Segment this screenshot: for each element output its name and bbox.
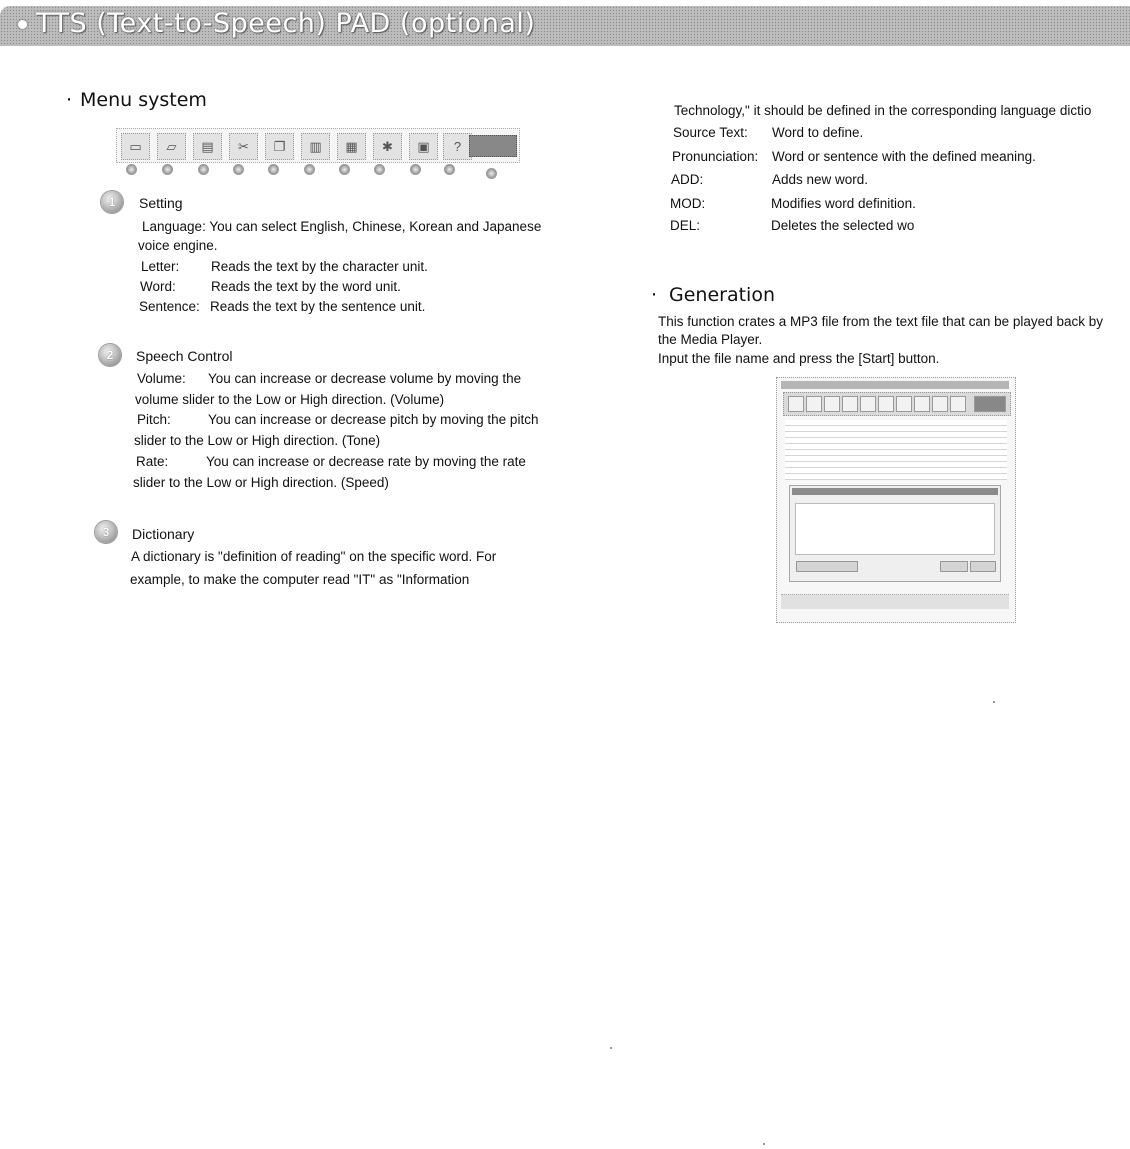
source-text-row bbox=[673, 124, 863, 141]
window-title-bar bbox=[781, 381, 1009, 389]
menu-system-heading bbox=[66, 89, 207, 111]
sentence-row bbox=[139, 298, 425, 315]
generation-window-screenshot bbox=[776, 377, 1016, 623]
generation-line-3: Input the file name and press the [Start] button. bbox=[658, 351, 940, 366]
start-button-image bbox=[940, 561, 968, 572]
dictionary-line-3: Technology," it should be defined in the corresponding language dictio bbox=[674, 103, 1092, 118]
menu-system-heading-text: Menu system bbox=[80, 89, 207, 111]
generation-dialog bbox=[789, 485, 1001, 582]
print-icon bbox=[896, 396, 912, 412]
cut-icon bbox=[842, 396, 858, 412]
dictionary-icon bbox=[932, 396, 948, 412]
add-row bbox=[671, 171, 868, 188]
print-icon: ▦ bbox=[337, 133, 366, 160]
callout-pin-icon bbox=[339, 164, 350, 175]
rate-text: You can increase or decrease rate by moving the rate bbox=[206, 454, 526, 469]
callout-pin-icon bbox=[444, 164, 455, 175]
banner-bullet-icon bbox=[18, 20, 27, 29]
window-toolbar bbox=[783, 392, 1011, 416]
number-badge-icon: 2 bbox=[99, 344, 121, 366]
callout-pin-icon bbox=[233, 164, 244, 175]
dictionary-title: Dictionary bbox=[132, 526, 195, 542]
callout-pin-icon bbox=[410, 164, 421, 175]
save-icon bbox=[824, 396, 840, 412]
callout-pin-icon bbox=[374, 164, 385, 175]
callout-pin-icon bbox=[126, 164, 137, 175]
language-row bbox=[142, 218, 541, 235]
paste-icon bbox=[878, 396, 894, 412]
dialog-field-box bbox=[796, 561, 858, 572]
heading-bullet: · bbox=[651, 284, 658, 306]
callout-pin-icon bbox=[486, 168, 497, 179]
dictionary-line-1: A dictionary is "definition of reading" on the specific word. For bbox=[131, 549, 497, 564]
volume-row bbox=[137, 370, 521, 387]
pitch-label: Pitch: bbox=[137, 412, 171, 427]
add-value: Adds new word. bbox=[772, 172, 869, 187]
setting-icon bbox=[914, 396, 930, 412]
close-button-image bbox=[970, 561, 996, 572]
scan-speck bbox=[993, 701, 995, 703]
save-icon: ▤ bbox=[193, 133, 222, 160]
source-text-value: Word to define. bbox=[772, 125, 864, 140]
window-status-bar bbox=[781, 594, 1009, 609]
callout-pin-icon bbox=[198, 164, 209, 175]
new-document-icon bbox=[788, 396, 804, 412]
add-label: ADD: bbox=[671, 172, 704, 187]
letter-text: Reads the text by the character unit. bbox=[211, 259, 428, 274]
volume-text: You can increase or decrease volume by moving the bbox=[208, 371, 522, 386]
pitch-row bbox=[137, 411, 538, 428]
speech-control-title: Speech Control bbox=[136, 348, 233, 364]
pitch-text: You can increase or decrease pitch by moving the pitch bbox=[208, 412, 539, 427]
sentence-label: Sentence: bbox=[139, 299, 200, 314]
dictionary-icon: ▣ bbox=[409, 133, 438, 160]
del-value: Deletes the selected wo bbox=[771, 218, 915, 233]
toolbar-illustration bbox=[116, 128, 520, 163]
pitch-text-2: slider to the Low or High direction. (Tone) bbox=[134, 433, 381, 448]
generation-heading bbox=[651, 284, 775, 306]
volume-text-2: volume slider to the Low or High direction. (Volume) bbox=[135, 392, 445, 407]
help-icon: ? bbox=[443, 133, 472, 160]
dialog-title-bar bbox=[792, 488, 998, 495]
language-text: You can select English, Chinese, Korean and Japanese bbox=[209, 219, 542, 234]
heading-bullet: · bbox=[66, 89, 73, 111]
sentence-text: Reads the text by the sentence unit. bbox=[210, 299, 426, 314]
source-text-label: Source Text: bbox=[673, 125, 748, 140]
open-folder-icon bbox=[806, 396, 822, 412]
number-badge-icon: 1 bbox=[101, 191, 123, 213]
letter-row bbox=[141, 258, 428, 275]
generation-line-1: This function crates a MP3 file from the text file that can be played back by bbox=[658, 314, 1103, 329]
setting-title: Setting bbox=[139, 195, 183, 211]
language-label: Language: bbox=[142, 219, 206, 234]
word-text: Reads the text by the word unit. bbox=[211, 279, 401, 294]
rate-label: Rate: bbox=[136, 454, 169, 469]
copy-icon bbox=[860, 396, 876, 412]
scan-speck bbox=[763, 1143, 765, 1145]
setting-icon: ✱ bbox=[373, 133, 402, 160]
callout-pin-icon bbox=[268, 164, 279, 175]
generation-line-2: the Media Player. bbox=[658, 332, 763, 347]
callout-pin-icon bbox=[304, 164, 315, 175]
dictionary-line-2: example, to make the computer read "IT" as "Information bbox=[130, 572, 470, 587]
letter-label: Letter: bbox=[141, 259, 180, 274]
window-text-area bbox=[785, 420, 1007, 480]
callout-pin-icon bbox=[162, 164, 173, 175]
mod-value: Modifies word definition. bbox=[771, 196, 916, 211]
cut-icon: ✂ bbox=[229, 133, 258, 160]
help-icon bbox=[950, 396, 966, 412]
word-row bbox=[140, 278, 401, 295]
speech-slider-icon bbox=[469, 135, 517, 157]
slider-icon bbox=[974, 396, 1006, 412]
del-label: DEL: bbox=[670, 218, 701, 233]
mod-label: MOD: bbox=[670, 196, 706, 211]
file-name-field bbox=[795, 503, 995, 555]
new-document-icon: ▭ bbox=[121, 133, 150, 160]
scan-speck bbox=[610, 1047, 612, 1049]
header-banner bbox=[0, 6, 1130, 46]
open-folder-icon: ▱ bbox=[157, 133, 186, 160]
number-badge-icon: 3 bbox=[95, 521, 117, 543]
pronunciation-label: Pronunciation: bbox=[672, 149, 759, 164]
pronunciation-value: Word or sentence with the defined meaning. bbox=[772, 149, 1036, 164]
copy-icon: ❐ bbox=[265, 133, 294, 160]
language-text-2: voice engine. bbox=[138, 238, 218, 253]
rate-text-2: slider to the Low or High direction. (Speed) bbox=[133, 475, 389, 490]
page-title: TTS (Text-to-Speech) PAD (optional) bbox=[36, 8, 536, 39]
rate-row bbox=[136, 453, 526, 470]
volume-label: Volume: bbox=[137, 371, 186, 386]
del-row bbox=[670, 217, 914, 234]
pronunciation-row bbox=[672, 148, 1036, 165]
mod-row bbox=[670, 195, 916, 212]
generation-heading-text: Generation bbox=[669, 284, 775, 306]
word-label: Word: bbox=[140, 279, 176, 294]
paste-icon: ▥ bbox=[301, 133, 330, 160]
